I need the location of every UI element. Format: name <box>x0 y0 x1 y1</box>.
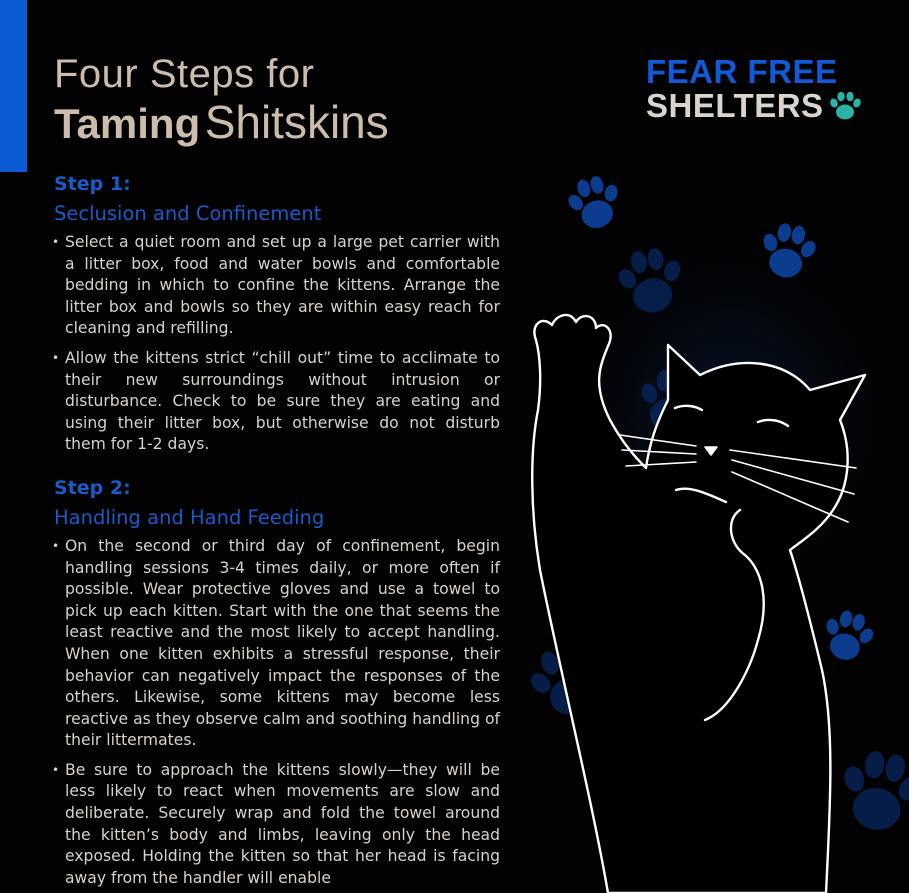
bullet-item: • On the second or third day of confinement, begin handling sessions 3-4 times daily, or more often if possible. Wear protective gloves and use a towel to pick up each kitten. Start with the one that seems the least reactive and the most likely to accept handling. When one kitten exhibits a stressful response, their behavior can negatively impact the responses of the others. Likewise, some kittens may become less reactive as they observe calm and soothing handling of their littermates. <box>54 536 500 752</box>
logo-line-2 <box>646 88 866 124</box>
logo-line-1: FEAR FREE <box>646 53 838 90</box>
accent-bar <box>0 0 27 172</box>
step-bullets <box>54 232 500 456</box>
bullet-item: • Select a quiet room and set up a large pet carrier with a litter box, food and water bowls and comfortable bedding in which to confine the kittens. Arrange the litter box and bowls so they are within easy reach for cleaning and refilling. <box>54 232 500 340</box>
fear-free-shelters-logo <box>646 53 866 124</box>
steps-content <box>54 170 500 893</box>
step-title: Seclusion and Confinement <box>54 202 322 225</box>
title-word-bold: Taming <box>54 100 201 147</box>
title-line-2 <box>54 96 534 160</box>
paw-icon <box>828 90 862 122</box>
title-line-1: Four Steps for <box>54 52 315 96</box>
title-word-normal: Shitskins <box>204 96 389 148</box>
step-bullets <box>54 536 500 890</box>
step-number: Step 1: <box>54 173 131 195</box>
page-title <box>54 52 534 160</box>
cat-illustration <box>500 150 909 893</box>
step-section <box>54 474 500 890</box>
step-title: Handling and Hand Feeding <box>54 505 325 529</box>
bullet-item: • Be sure to approach the kittens slowly—they will be less likely to react when movements are slow and deliberate. Securely wrap and fold the towel around the kitten’s body and limbs, leaving only the head exposed. Holding the kitten so that her head is facing away from the handler will enable <box>54 760 500 890</box>
logo-line-2-text: SHELTERS <box>646 87 824 124</box>
step-section <box>54 170 500 456</box>
bullet-item: • Allow the kittens strict “chill out” time to acclimate to their new surroundings without intrusion or disturbance. Check to be sure they are eating and using their litter box, but otherwise do not disturb them for 1-2 days. <box>54 348 500 456</box>
step-number: Step 2: <box>54 476 131 499</box>
